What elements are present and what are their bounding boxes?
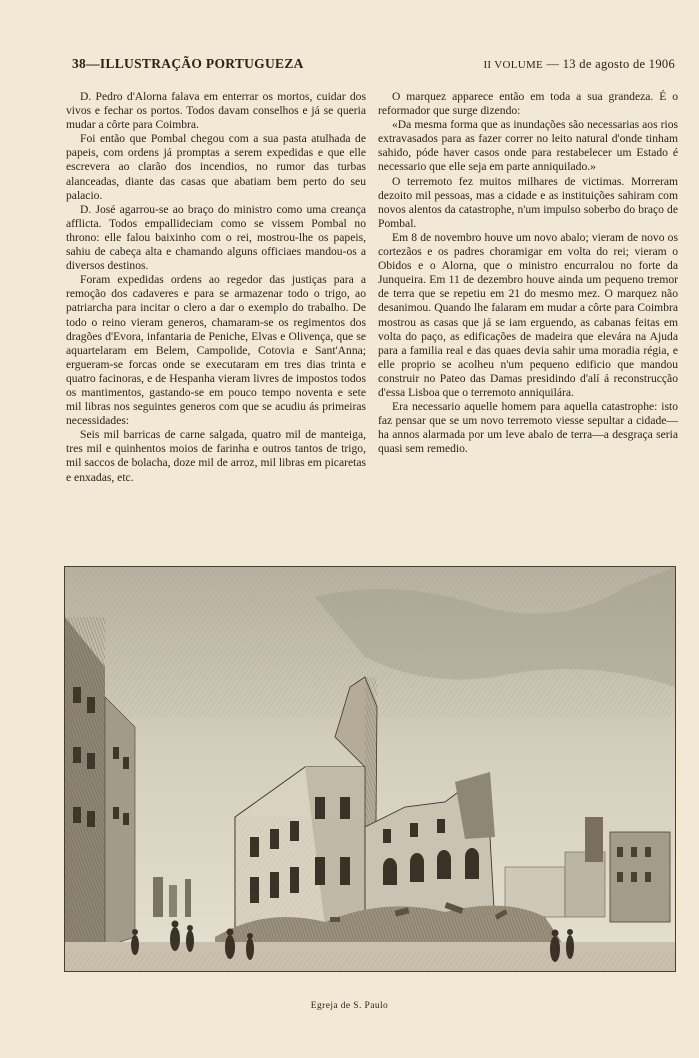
issue-date: — 13 de agosto de 1906 — [546, 57, 675, 71]
volume-label: II VOLUME — [483, 59, 544, 71]
paragraph: Em 8 de novembro houve um novo abalo; vieram de novo os cortezãos e os padres choramigar em volta do rei; vieram o Obidos e o Alorna, que o ministro encurralou no forte da Junqueira. Em 11 de dezembro houve ainda um pequeno tremor de terra que se repetiu em 21 do mesmo mez. O marquez não desanimou. Quando lhe falaram em mudar a côrte para Coimbra mostrou as casas que já se iam erguendo, as cabanas feitas em volta do paço, as edificações de madeira que elevára na Ajuda para a familia real e das quaes devia sahir uma moradia régia, e elle proprio se acolheu n'um pequeno edificio que mandou construir no Pateo das Damas presidindo d'alí á reconstrucção d'essa Lisboa que o terremoto anniquilára. — [378, 230, 678, 399]
paragraph: D. José agarrou-se ao braço do ministro como uma creança afflicta. Todos empallideciam como se vissem Pombal no throno: elle falou baixinho com o rei, mostrou-lhe os papeis, sahiu de cabeça alta e chamando alguns officiaes mandou-os a diversos destinos. — [66, 202, 366, 273]
figure-caption: Egreja de S. Paulo — [310, 1001, 389, 1011]
paragraph: O marquez apparece então em toda a sua grandeza. É o reformador que surge dizendo: — [378, 90, 678, 118]
engraving-ruins — [64, 566, 676, 972]
left-column — [66, 90, 366, 530]
running-head — [72, 56, 675, 78]
issue-info — [483, 57, 675, 72]
right-column — [378, 90, 678, 530]
paragraph: D. Pedro d'Alorna falava em enterrar os mortos, cuidar dos vivos e fechar os portos. Todos davam conselhos e já se queria mudar a côrte para Coimbra. — [66, 90, 366, 132]
text-columns — [66, 90, 678, 530]
publication-title: 38—ILLUSTRAÇÃO PORTUGUEZA — [72, 56, 304, 71]
paragraph: O terremoto fez muitos milhares de victimas. Morreram dezoito mil pessoas, mas a cidade e as instituições sahiram com novos alentos da catastrophe, n'um impulso soberbo do braço de Pombal. — [378, 174, 678, 230]
paragraph: Foram expedidas ordens ao regedor das justiças para a remoção dos cadaveres e para se armazenar todo o trigo, ao patriarcha para incitar o clero a dar o exemplo do trabalho. De todo o reino vieram generos, chamaram-se os regimentos dos dragões d'Evora, infantaria de Peniche, Elvas e Olivença, que se aquartelaram em Belem, Campolide, Cotovia e Sant'Anna; ergueram-se forcas onde se executaram em tres dias trinta e quatro facinoras, e de Hespanha vieram livres de impostos todos os mantimentos, gastando-se em pouco tempo noventa e sete mil libras nos seguintes generos com que se acudiu ás primeiras necessidades: — [66, 273, 366, 428]
paragraph: Foi então que Pombal chegou com a sua pasta atulhada de papeis, com ordens já promptas a serem expedidas e que elle escrevera ao clarão dos incendios, no rumor das turbas alanceadas, diante das casas que abatiam bem perto do seu palacio. — [66, 132, 366, 202]
paragraph: Era necessario aquelle homem para aquella catastrophe: isto faz pensar que se um novo terremoto viesse sepultar a cidade—ha annos alarmada por um leve abalo de terra—a desgraça seria quasi sem remedio. — [378, 400, 678, 456]
paragraph: Seis mil barricas de carne salgada, quatro mil de manteiga, tres mil e quinhentos moios de farinha e outros tantos de trigo, mil saccos de bolacha, doze mil de arroz, mil libras em picaretas e enxadas, etc. — [66, 428, 366, 484]
engraving-illustration — [65, 567, 675, 971]
paragraph: «Da mesma forma que as inundações são necessarias aos rios extravasados para as fazer correr no leito natural d'onde tinham sahido, póde haver casos onde para restabelecer um Estado é necessario que elle seja em parte anniquilado.» — [378, 118, 678, 174]
